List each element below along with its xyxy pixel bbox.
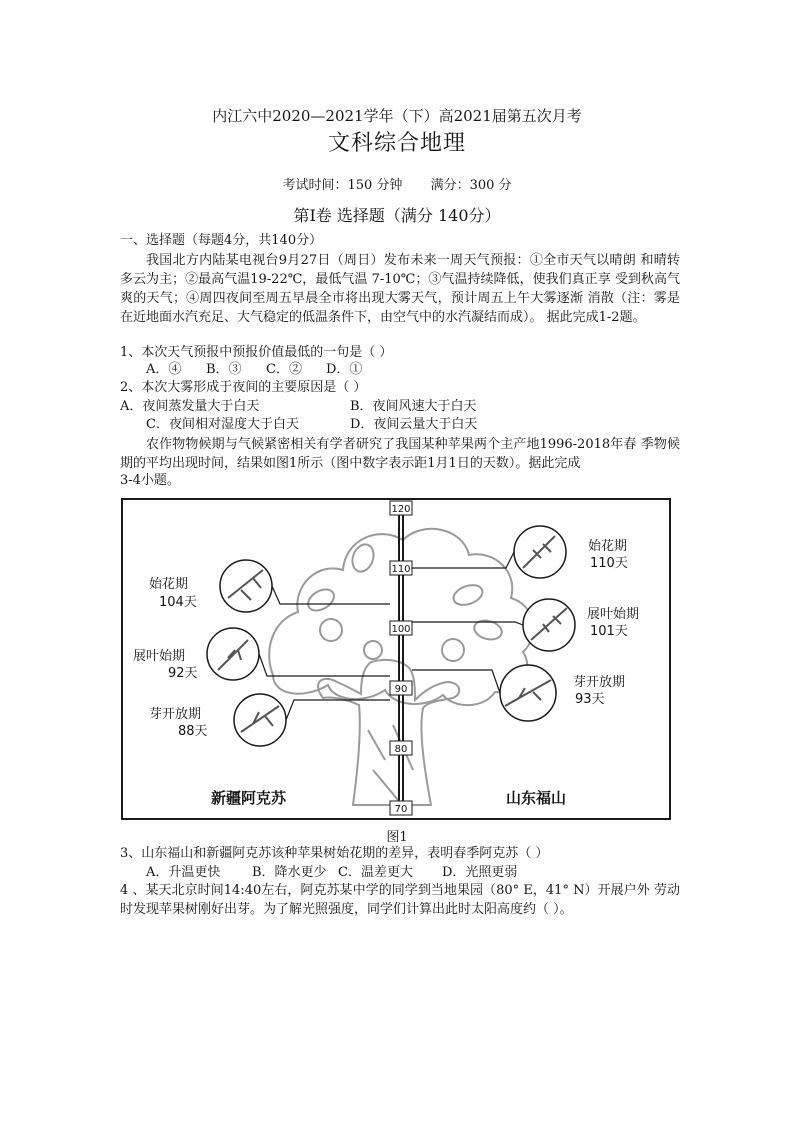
q1-option-b: B．③ [206,362,242,377]
akesu-budding-days: 88天 [178,724,208,739]
question-3-options [146,864,517,881]
q3-option-b: B．降水更少 [252,865,327,880]
school-title: 内江六中2020—2021学年（下）高2021届第五次月考 [212,107,582,125]
q2-option-b: B．夜间风速大于白天 [350,399,477,414]
axis-tick-label: 70 [394,804,408,815]
akesu-connector [259,654,390,676]
left-labels [133,577,208,739]
question-2: 2、本次大雾形成于夜间的主要原因是（ ） [120,380,367,395]
q3-option-d: D．光照更弱 [442,865,518,880]
figure-caption: 图1 [386,830,408,845]
akesu-leafing-days: 92天 [168,666,198,681]
question-1: 1、本次天气预报中预报价值最低的一句是（ ） [120,345,393,360]
akesu-budding-name: 芽开放期 [149,707,202,722]
passage-2-end: 3-4小题。 [120,473,180,488]
subject-title: 文科综合地理 [327,131,466,156]
q3-option-c: C．温差更大 [338,865,413,880]
section-title: 第Ⅰ卷 选择题（满分 140分） [293,206,501,225]
akesu-flowering-photo [220,560,272,612]
q1-option-d: D．① [326,362,363,377]
left-circles [207,560,286,746]
fushan-connector [412,622,523,625]
full-score: 满分：300 分 [430,178,512,193]
passage-1: 我国北方内陆某电视台9月27日（周日）发布未来一周天气预报：①全市天气以晴朗 和晴转多云为主；②最高气温19-22℃，最低气温 7-10℃；③气温持续降低，使我们真正享 受到秋高气爽的天气；④周四夜间至周五早晨全市将出现大雾天气，预计周五上午大雾逐渐 消散（注：雾是在近地面水汽充足、大气稳定的低温条件下，由空气中的水汽凝结而成）。 据此完成1-2题。 [120,253,680,325]
fushan-flowering-name: 始花期 [588,539,628,554]
question-4: 4 、某天北京时间14:40左右，阿克苏某中学的同学到当地果园（80° E，41° N）开展户外 劳动时发现苹果树刚好出芽。为了解光照强度，同学们计算出此时太阳高度约（ ）。 [120,883,680,917]
fushan-leafing-days: 101天 [590,624,628,639]
axis-tick-label: 110 [391,564,411,575]
right-labels [573,539,639,707]
figure-1 [121,498,671,820]
fushan-connector [412,552,514,568]
phenology-chart [123,500,669,818]
akesu-connector [272,586,390,604]
fushan-budding-days: 93天 [575,692,605,707]
akesu-flowering-days: 104天 [159,595,197,610]
axis-tick-label: 80 [394,744,408,755]
q3-option-a: A．升温更快 [146,865,221,880]
day-axis [390,501,412,815]
q2-option-a: A．夜间蒸发量大于白天 [120,399,260,414]
q2-option-c: C．夜间相对湿度大于白天 [146,417,299,432]
q1-option-c: C．② [266,362,302,377]
exam-meta [0,177,794,194]
fushan-leafing-name: 展叶始期 [587,607,640,622]
axis-tick-label: 120 [391,504,411,515]
fushan-flowering-days: 110天 [590,556,628,571]
axis-tick-label: 100 [391,624,411,635]
akesu-leafing-name: 展叶始期 [133,649,186,664]
left-region-label: 新疆阿克苏 [211,789,287,807]
axis-tick-label: 90 [394,684,408,695]
q2-option-d: D．夜间云量大于白天 [350,417,478,432]
fushan-connector [412,670,500,693]
right-region-label: 山东福山 [506,789,567,807]
fushan-budding-name: 芽开放期 [573,675,626,690]
passage-2: 农作物物候期与气候紧密相关有学者研究了我国某种苹果两个主产地1996-2018年春 季物候期的平均出现时间，结果如图1所示（图中数字表示距1月1日的天数）。据此完成 [120,437,680,471]
question-3: 3、山东福山和新疆阿克苏该种苹果树始花期的差异，表明春季阿克苏（ ） [120,846,549,861]
question-1-options [146,361,362,378]
akesu-connector [286,700,390,720]
right-circles [500,526,575,721]
q1-option-a: A．④ [146,362,182,377]
akesu-flowering-name: 始花期 [149,577,189,592]
part1-heading: 一、选择题（每题4分，共140分） [120,233,323,248]
exam-time: 考试时间：150 分钟 [282,178,403,193]
